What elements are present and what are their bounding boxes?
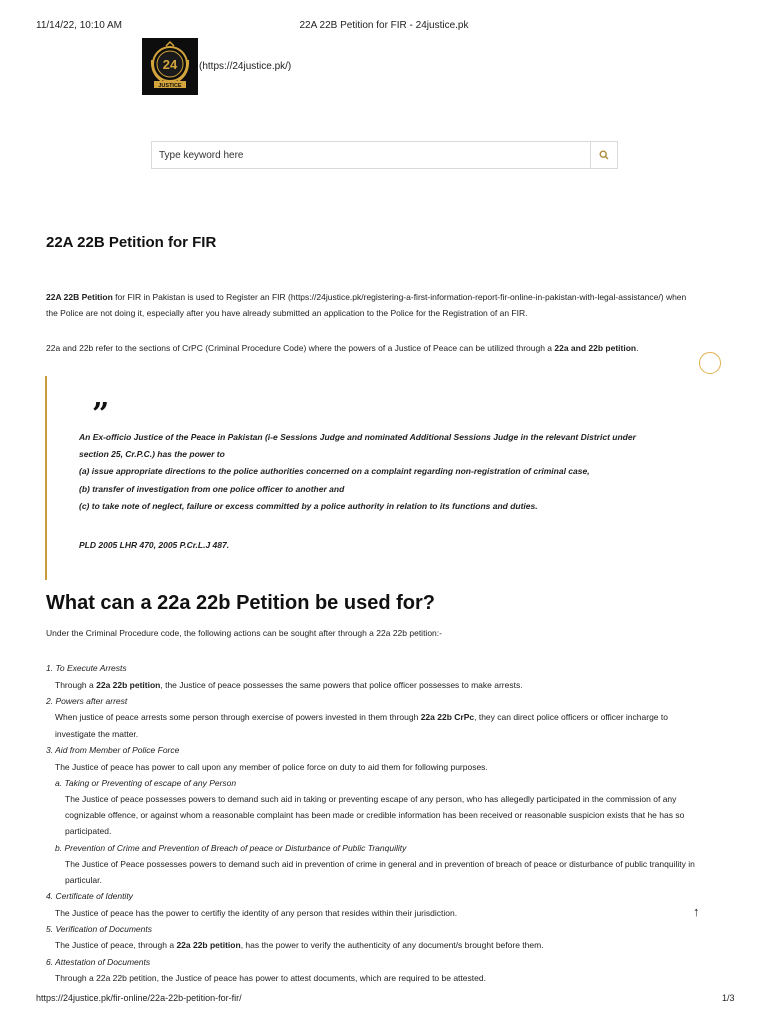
quote-line: An Ex-officio Justice of the Peace in Pakistan (i-e Sessions Judge and nominated Additional Sessions Judge in the relevant District under [79,432,636,442]
sublist-item-text: The Justice of Peace possesses powers to demand such aid in prevention of crime in general and in prevention of breach of peace or disturbance of public tranquility in [65,859,695,869]
print-page-number: 1/3 [722,993,735,1003]
list-item-title: 3. Aid from Member of Police Force [46,745,180,755]
logo-url-link[interactable]: (https://24justice.pk/) [199,61,292,72]
search-button[interactable] [590,142,617,168]
quote-mark-icon: ” [92,397,110,432]
list-item-text: investigate the matter. [55,729,139,739]
intro-bold: 22A 22B Petition [46,292,113,302]
list-item-title: 6. Attestation of Documents [46,957,151,967]
floating-circle-button[interactable] [699,352,721,374]
list-item-text: The Justice of peace has the power to certifiy the identity of any person that resides within their jurisdiction. [55,908,458,918]
logo-word: JUSTICE [158,83,182,89]
logo-number: 24 [162,57,178,72]
print-page-title: 22A 22B Petition for FIR - 24justice.pk [299,20,469,31]
print-url: https://24justice.pk/fir-online/22a-22b-petition-for-fir/ [36,993,242,1003]
sections-text: 22a and 22b refer to the sections of CrPC (Criminal Procedure Code) where the powers of a Justice of Peace can be utilized through a [46,343,555,353]
section-heading: What can a 22a 22b Petition be used for? [46,592,435,614]
laurel-logo-icon [142,38,198,95]
list-item-text: The Justice of peace, through a 22a 22b petition, has the power to verify the authenticity of any document/s brought before them. [55,940,544,950]
sublist-item-text: The Justice of peace possesses powers to demand such aid in taking or preventing escape of any person, who has allegedly participated in the commission of any [65,794,677,804]
sublist-item-title: a. Taking or Preventing of escape of any Person [55,778,237,788]
print-datetime: 11/14/22, 10:10 AM [36,20,122,31]
intro-line1[interactable]: for FIR in Pakistan is used to Register an FIR (https://24justice.pk/registering-a-first-information-report-fir-online-in-pakistan-with-legal-assistance/) when [112,292,687,302]
sublist-item-title: b. Prevention of Crime and Prevention of Breach of peace or Disturbance of Public Tranquility [55,843,407,853]
list-item-text: Through a 22a 22b petition, the Justice of peace has power to attest documents, which are required to be attested. [55,973,486,983]
quote-line: (b) transfer of investigation from one police officer to another and [79,484,345,494]
sublist-item-text: participated. [65,826,112,836]
sections-paragraph [46,340,726,356]
list-item-text: When justice of peace arrests some person through exercise of powers invested in them through 22a 22b CrPc, they can direct police officers or officer incharge to [55,712,668,722]
quote-citation: PLD 2005 LHR 470, 2005 P.Cr.L.J 487. [79,540,230,550]
sections-bold: 22a and 22b petition [554,343,637,353]
article-title: 22A 22B Petition for FIR [46,234,217,251]
sublist-item-text: particular. [65,875,102,885]
list-item-text: Through a 22a 22b petition, the Justice of peace possesses the same powers that police officer possesses to make arrests. [55,680,523,690]
list-item-title: 1. To Execute Arrests [46,663,127,673]
list-item-title: 5. Verification of Documents [46,924,152,934]
quote-bar [45,376,47,580]
search-bar [151,141,618,169]
quote-line: (a) issue appropriate directions to the police authorities concerned on a complaint regarding non-registration of criminal case, [79,466,590,476]
sections-end: . [636,343,639,353]
search-input[interactable] [152,142,599,168]
list-item-text: The Justice of peace has power to call upon any member of police force on duty to aid them for following purposes. [55,762,488,772]
sublist-item-text: cognizable offence, or against whom a reasonable complaint has been made or credible information has been received or reasonable suspicion exists that he has so [65,810,685,820]
intro-paragraph [46,289,726,321]
search-icon [599,150,609,160]
section-intro: Under the Criminal Procedure code, the following actions can be sought after through a 22a 22b petition:- [46,628,442,638]
list-item-title: 2. Powers after arrest [46,696,128,706]
site-logo[interactable] [142,38,198,95]
scroll-top-icon[interactable]: ↑ [693,904,700,919]
list-item-title: 4. Certificate of Identity [46,891,133,901]
quote-line: (c) to take note of neglect, failure or excess committed by a police authority in relation to its functions and duties. [79,501,538,511]
quote-line: section 25, Cr.P.C.) has the power to [79,449,225,459]
intro-line2: the Police are not doing it, especially after you have already submitted an application to the Police for the Registration of an FIR. [46,308,528,318]
